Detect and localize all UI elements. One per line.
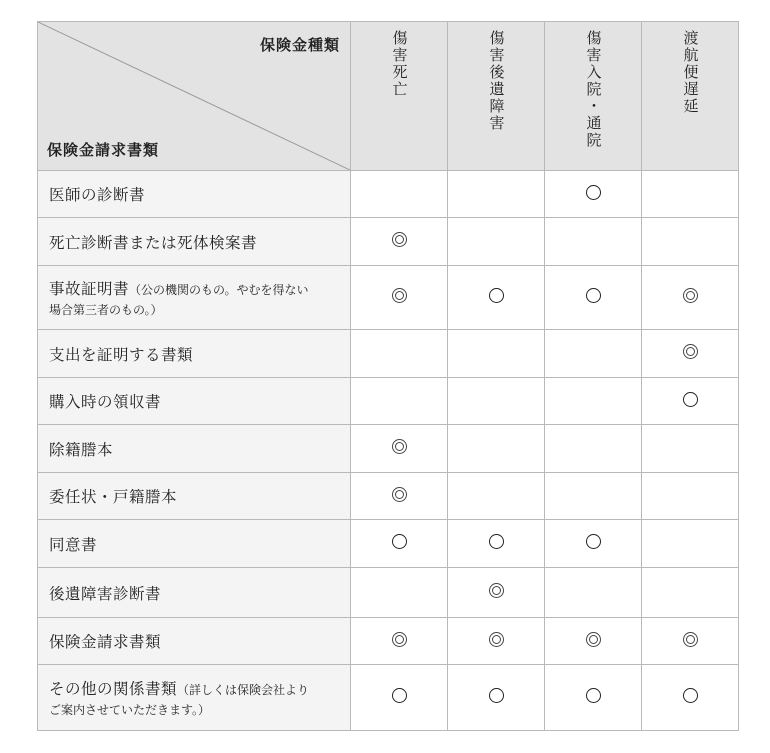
circle-mark-icon (683, 688, 698, 703)
document-label-cell (38, 665, 351, 731)
document-label-cell (38, 473, 351, 520)
requirement-cell (448, 330, 545, 378)
table-row (38, 568, 739, 618)
requirement-cell (351, 665, 448, 731)
header-row (38, 22, 739, 171)
document-label-cell (38, 266, 351, 330)
requirement-cell (351, 473, 448, 520)
requirement-cell (545, 520, 642, 568)
double-circle-mark-icon (392, 487, 407, 502)
document-label-cell (38, 330, 351, 378)
document-name: 除籍謄本 (49, 440, 114, 459)
document-name: 支出を証明する書類 (49, 345, 194, 364)
requirement-cell (448, 266, 545, 330)
circle-mark-icon (392, 534, 407, 549)
requirement-cell (545, 218, 642, 266)
circle-mark-icon (392, 688, 407, 703)
requirement-cell (351, 171, 448, 218)
document-note: （公の機関のもの。やむを得ない (129, 283, 309, 297)
document-name: 後遺障害診断書 (49, 584, 162, 603)
requirement-cell (545, 425, 642, 473)
requirement-cell (351, 218, 448, 266)
requirement-cell (448, 171, 545, 218)
requirement-cell (448, 568, 545, 618)
requirement-cell (642, 330, 739, 378)
document-label-cell (38, 618, 351, 665)
document-note-continued: 場合第三者のもの。） (49, 303, 163, 317)
requirement-cell (351, 425, 448, 473)
circle-mark-icon (489, 534, 504, 549)
document-name: 保険金請求書類 (49, 633, 162, 651)
column-header-label: 傷害入院・通院 (584, 30, 603, 149)
requirement-cell (448, 378, 545, 425)
double-circle-mark-icon (392, 632, 407, 647)
requirement-cell (642, 618, 739, 665)
requirement-cell (448, 425, 545, 473)
requirement-cell (448, 473, 545, 520)
table-row (38, 520, 739, 568)
double-circle-mark-icon (392, 288, 407, 303)
requirement-cell (545, 665, 642, 731)
document-name: 死亡診断書または死体検案書 (49, 233, 258, 252)
requirement-cell (545, 378, 642, 425)
document-name: 同意書 (49, 535, 98, 554)
requirement-cell (642, 378, 739, 425)
insurance-type-header: 保険金種類 (259, 36, 340, 54)
double-circle-mark-icon (586, 632, 601, 647)
double-circle-mark-icon (392, 232, 407, 247)
document-name: 購入時の領収書 (49, 393, 162, 411)
requirement-cell (351, 618, 448, 665)
table-row (38, 330, 739, 378)
requirement-cell (351, 378, 448, 425)
requirement-cell (642, 665, 739, 731)
column-header-label: 傷害死亡 (390, 30, 409, 98)
table-row (38, 618, 739, 665)
double-circle-mark-icon (683, 632, 698, 647)
requirement-cell (351, 266, 448, 330)
requirement-cell (642, 425, 739, 473)
requirement-cell (448, 520, 545, 568)
double-circle-mark-icon (489, 583, 504, 598)
document-label-cell (38, 425, 351, 473)
requirement-cell (642, 218, 739, 266)
table-row (38, 266, 739, 330)
circle-mark-icon (489, 288, 504, 303)
column-header-injury-death (351, 22, 448, 171)
requirement-cell (545, 473, 642, 520)
column-header-injury-disability (448, 22, 545, 171)
requirement-cell (642, 171, 739, 218)
table-row (38, 171, 739, 218)
circle-mark-icon (586, 185, 601, 200)
requirement-cell (545, 171, 642, 218)
column-header-label: 渡航便遅延 (681, 30, 700, 115)
insurance-claim-documents-table (37, 21, 739, 731)
requirement-cell (448, 218, 545, 266)
document-label-cell (38, 218, 351, 266)
requirement-cell (545, 618, 642, 665)
requirement-cell (545, 568, 642, 618)
document-label-cell (38, 520, 351, 568)
double-circle-mark-icon (392, 439, 407, 454)
requirement-cell (448, 665, 545, 731)
requirement-cell (642, 266, 739, 330)
table-row (38, 473, 739, 520)
requirement-cell (545, 330, 642, 378)
document-note: （詳しくは保険会社より (177, 683, 310, 697)
document-label-cell (38, 568, 351, 618)
requirement-cell (642, 520, 739, 568)
circle-mark-icon (586, 288, 601, 303)
circle-mark-icon (586, 688, 601, 703)
column-header-injury-hospital (545, 22, 642, 171)
requirement-cell (351, 568, 448, 618)
document-note-continued: ご案内させていただきます。） (49, 703, 211, 717)
requirement-cell (351, 520, 448, 568)
table-row (38, 425, 739, 473)
table-row (38, 218, 739, 266)
document-name: 委任状・戸籍謄本 (49, 488, 178, 506)
table-body (38, 171, 739, 731)
requirement-cell (351, 330, 448, 378)
column-header-label: 傷害後遺障害 (487, 30, 506, 132)
corner-header-cell (38, 22, 351, 171)
document-label-cell (38, 378, 351, 425)
document-name: その他の関係書類 (49, 680, 178, 698)
double-circle-mark-icon (683, 344, 698, 359)
document-label-cell (38, 171, 351, 218)
double-circle-mark-icon (489, 632, 504, 647)
document-name: 事故証明書 (49, 280, 130, 298)
table-row (38, 378, 739, 425)
claim-documents-header: 保険金請求書類 (47, 141, 160, 159)
circle-mark-icon (489, 688, 504, 703)
table-row (38, 665, 739, 731)
requirement-cell (642, 473, 739, 520)
column-header-flight-delay (642, 22, 739, 171)
document-name: 医師の診断書 (49, 186, 146, 204)
circle-mark-icon (586, 534, 601, 549)
circle-mark-icon (683, 392, 698, 407)
requirement-cell (545, 266, 642, 330)
double-circle-mark-icon (683, 288, 698, 303)
requirement-cell (448, 618, 545, 665)
requirement-cell (642, 568, 739, 618)
